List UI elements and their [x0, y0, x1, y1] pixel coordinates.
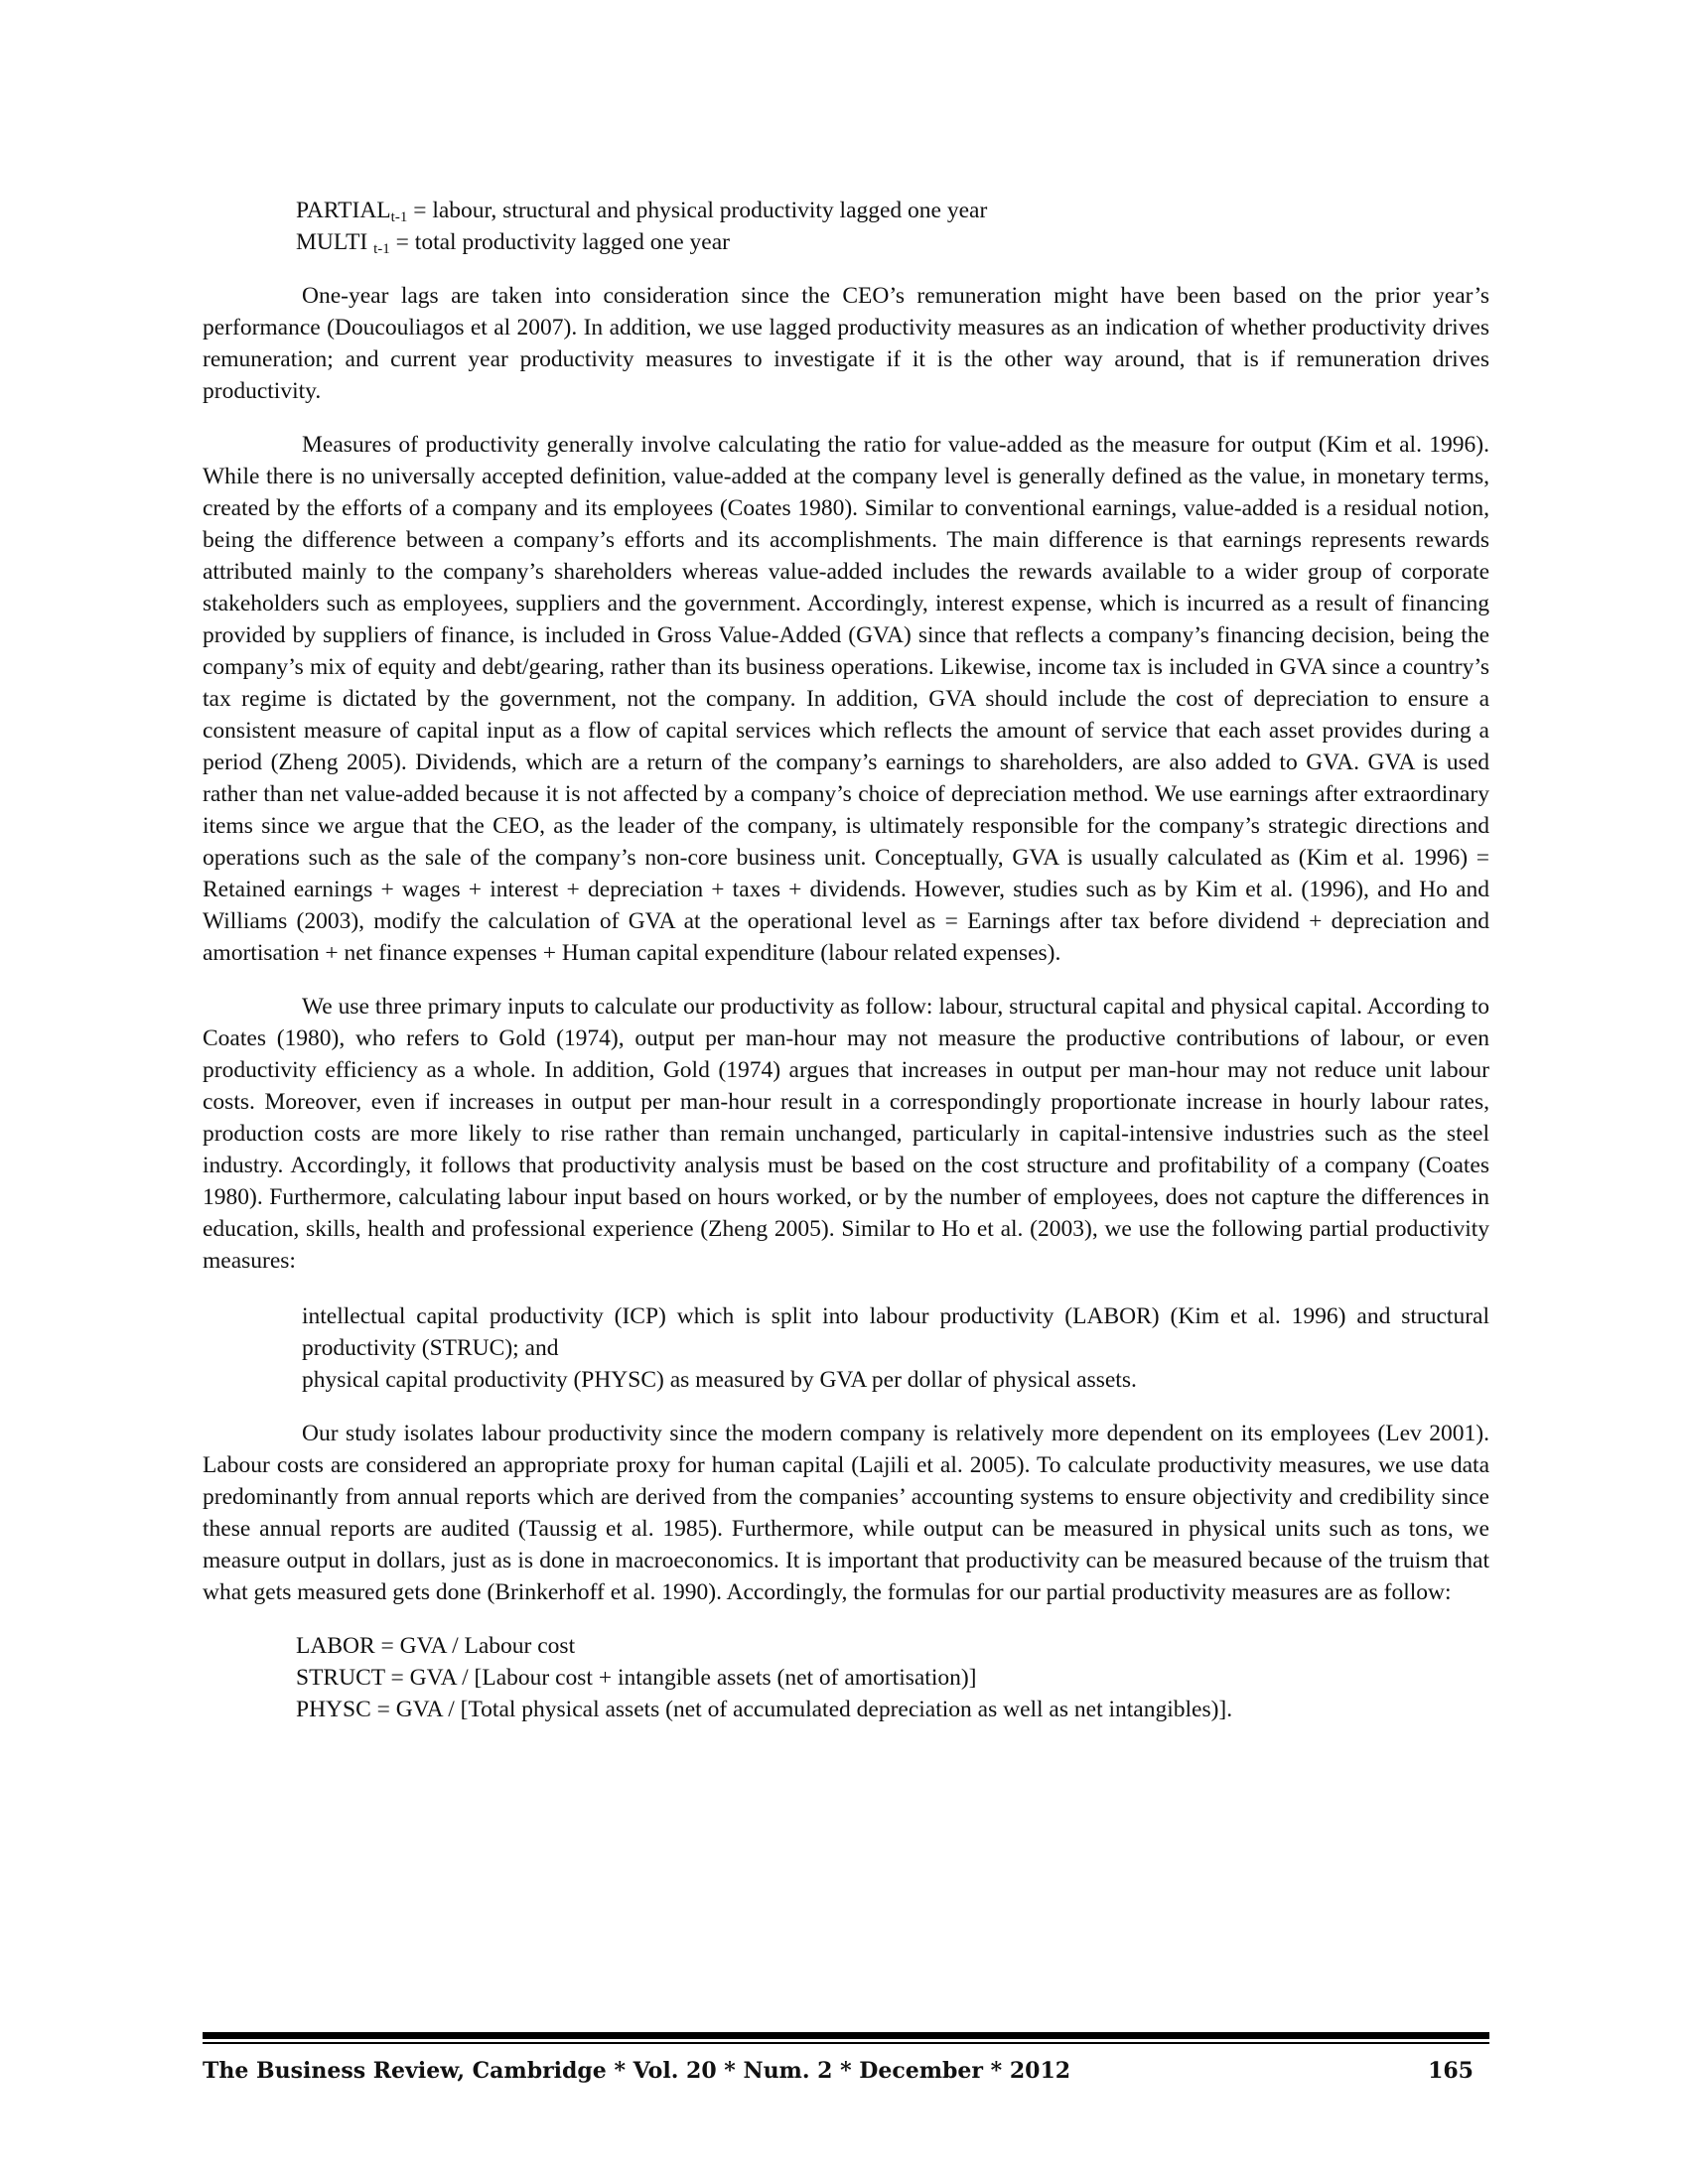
term: MULTI [296, 229, 374, 255]
subscript: t-1 [373, 241, 390, 257]
footer-rule [203, 2032, 1489, 2039]
formulas [203, 1630, 1489, 1725]
description: = total productivity lagged one year [389, 229, 730, 255]
paragraph-inputs: We use three primary inputs to calculate our productivity as follow: labour, structural capital and physical capital. According to Coates (1980), who refers to Gold (1974), output per man-hour may not measure the productive contributions of labour, or even productivity efficiency as a whole. In addition, Gold (1974) argues that increases in output per man-hour may not reduce unit labour costs. Moreover, even if increases in output per man-hour result in a correspondingly proportionate increase in hourly labour rates, production costs are more likely to rise rather than remain unchanged, particularly in capital-intensive industries such as the steel industry. Accordingly, it follows that productivity analysis must be based on the cost structure and profitability of a company (Coates 1980). Furthermore, calculating labour input based on hours worked, or by the number of employees, does not capture the differences in education, skills, health and professional experience (Zheng 2005). Similar to Ho et al. (2003), we use the following partial productivity measures: [203, 994, 1489, 1274]
page-number: 165 [1428, 2058, 1474, 2084]
measures-list [203, 1300, 1489, 1396]
formula-physc: PHYSC = GVA / [Total physical assets (net of accumulated depreciation as well as net intangibles)]. [296, 1697, 1233, 1722]
page-footer [203, 2032, 1489, 2084]
definition-partial [203, 195, 1489, 226]
subscript: t-1 [390, 209, 408, 225]
description: = labour, structural and physical productivity lagged one year [407, 198, 988, 223]
formula-struct: STRUCT = GVA / [Labour cost + intangible assets (net of amortisation)] [296, 1665, 977, 1691]
list-item: intellectual capital productivity (ICP) which is split into labour productivity (LABOR) (Kim et al. 1996) and structural productivity (STRUC); and [302, 1303, 1489, 1361]
paragraph-labour: Our study isolates labour productivity since the modern company is relatively more dependent on its employees (Lev 2001). Labour costs are considered an appropriate proxy for human capital (Lajili et al. 2005). To calculate productivity measures, we use data predominantly from annual reports which are derived from the companies’ accounting systems to ensure objectivity and credibility since these annual reports are audited (Taussig et al. 1985). Furthermore, while output can be measured in physical units such as tons, we measure output in dollars, just as is done in macroeconomics. It is important that productivity can be measured because of the truism that what gets measured gets done (Brinkerhoff et al. 1990). Accordingly, the formulas for our partial productivity measures are as follow: [203, 1421, 1489, 1605]
definition-multi [203, 226, 1489, 258]
formula-labor: LABOR = GVA / Labour cost [296, 1633, 576, 1659]
journal-citation: The Business Review, Cambridge * Vol. 20 * Num. 2 * December * 2012 [203, 2058, 1071, 2084]
paragraph-lags: One-year lags are taken into consideration since the CEO’s remuneration might have been based on the prior year’s performance (Doucouliagos et al 2007). In addition, we use lagged productivity measures as an indication of whether productivity drives remuneration; and current year productivity measures to investigate if it is the other way around, that is if remuneration drives productivity. [203, 283, 1489, 404]
term: PARTIAL [296, 198, 391, 223]
list-item: physical capital productivity (PHYSC) as measured by GVA per dollar of physical assets. [302, 1367, 1137, 1393]
page-body [203, 195, 1489, 1725]
paragraph-value-added: Measures of productivity generally involve calculating the ratio for value-added as the measure for output (Kim et al. 1996). While there is no universally accepted definition, value-added at the company level is generally defined as the value, in monetary terms, created by the efforts of a company and its employees (Coates 1980). Similar to conventional earnings, value-added is a residual notion, being the difference between a company’s efforts and its accomplishments. The main difference is that earnings represents rewards attributed mainly to the company’s shareholders whereas value-added includes the rewards available to a wider group of corporate stakeholders such as employees, suppliers and the government. Accordingly, interest expense, which is incurred as a result of financing provided by suppliers of finance, is included in Gross Value-Added (GVA) since that reflects a company’s financing decision, being the company’s mix of equity and debt/gearing, rather than its business operations. Likewise, income tax is included in GVA since a country’s tax regime is dictated by the government, not the company. In addition, GVA should include the cost of depreciation to ensure a consistent measure of capital input as a flow of capital services which reflects the amount of service that each asset provides during a period (Zheng 2005). Dividends, which are a return of the company’s earnings to shareholders, are also added to GVA. GVA is used rather than net value-added because it is not affected by a company’s choice of depreciation method. We use earnings after extraordinary items since we argue that the CEO, as the leader of the company, is ultimately responsible for the company’s strategic directions and operations such as the sale of the company’s non-core business unit. Conceptually, GVA is usually calculated as (Kim et al. 1996) = Retained earnings + wages + interest + depreciation + taxes + dividends. However, studies such as by Kim et al. (1996), and Ho and Williams (2003), modify the calculation of GVA at the operational level as = Earnings after tax before dividend + depreciation and amortisation + net finance expenses + Human capital expenditure (labour related expenses). [203, 432, 1489, 966]
